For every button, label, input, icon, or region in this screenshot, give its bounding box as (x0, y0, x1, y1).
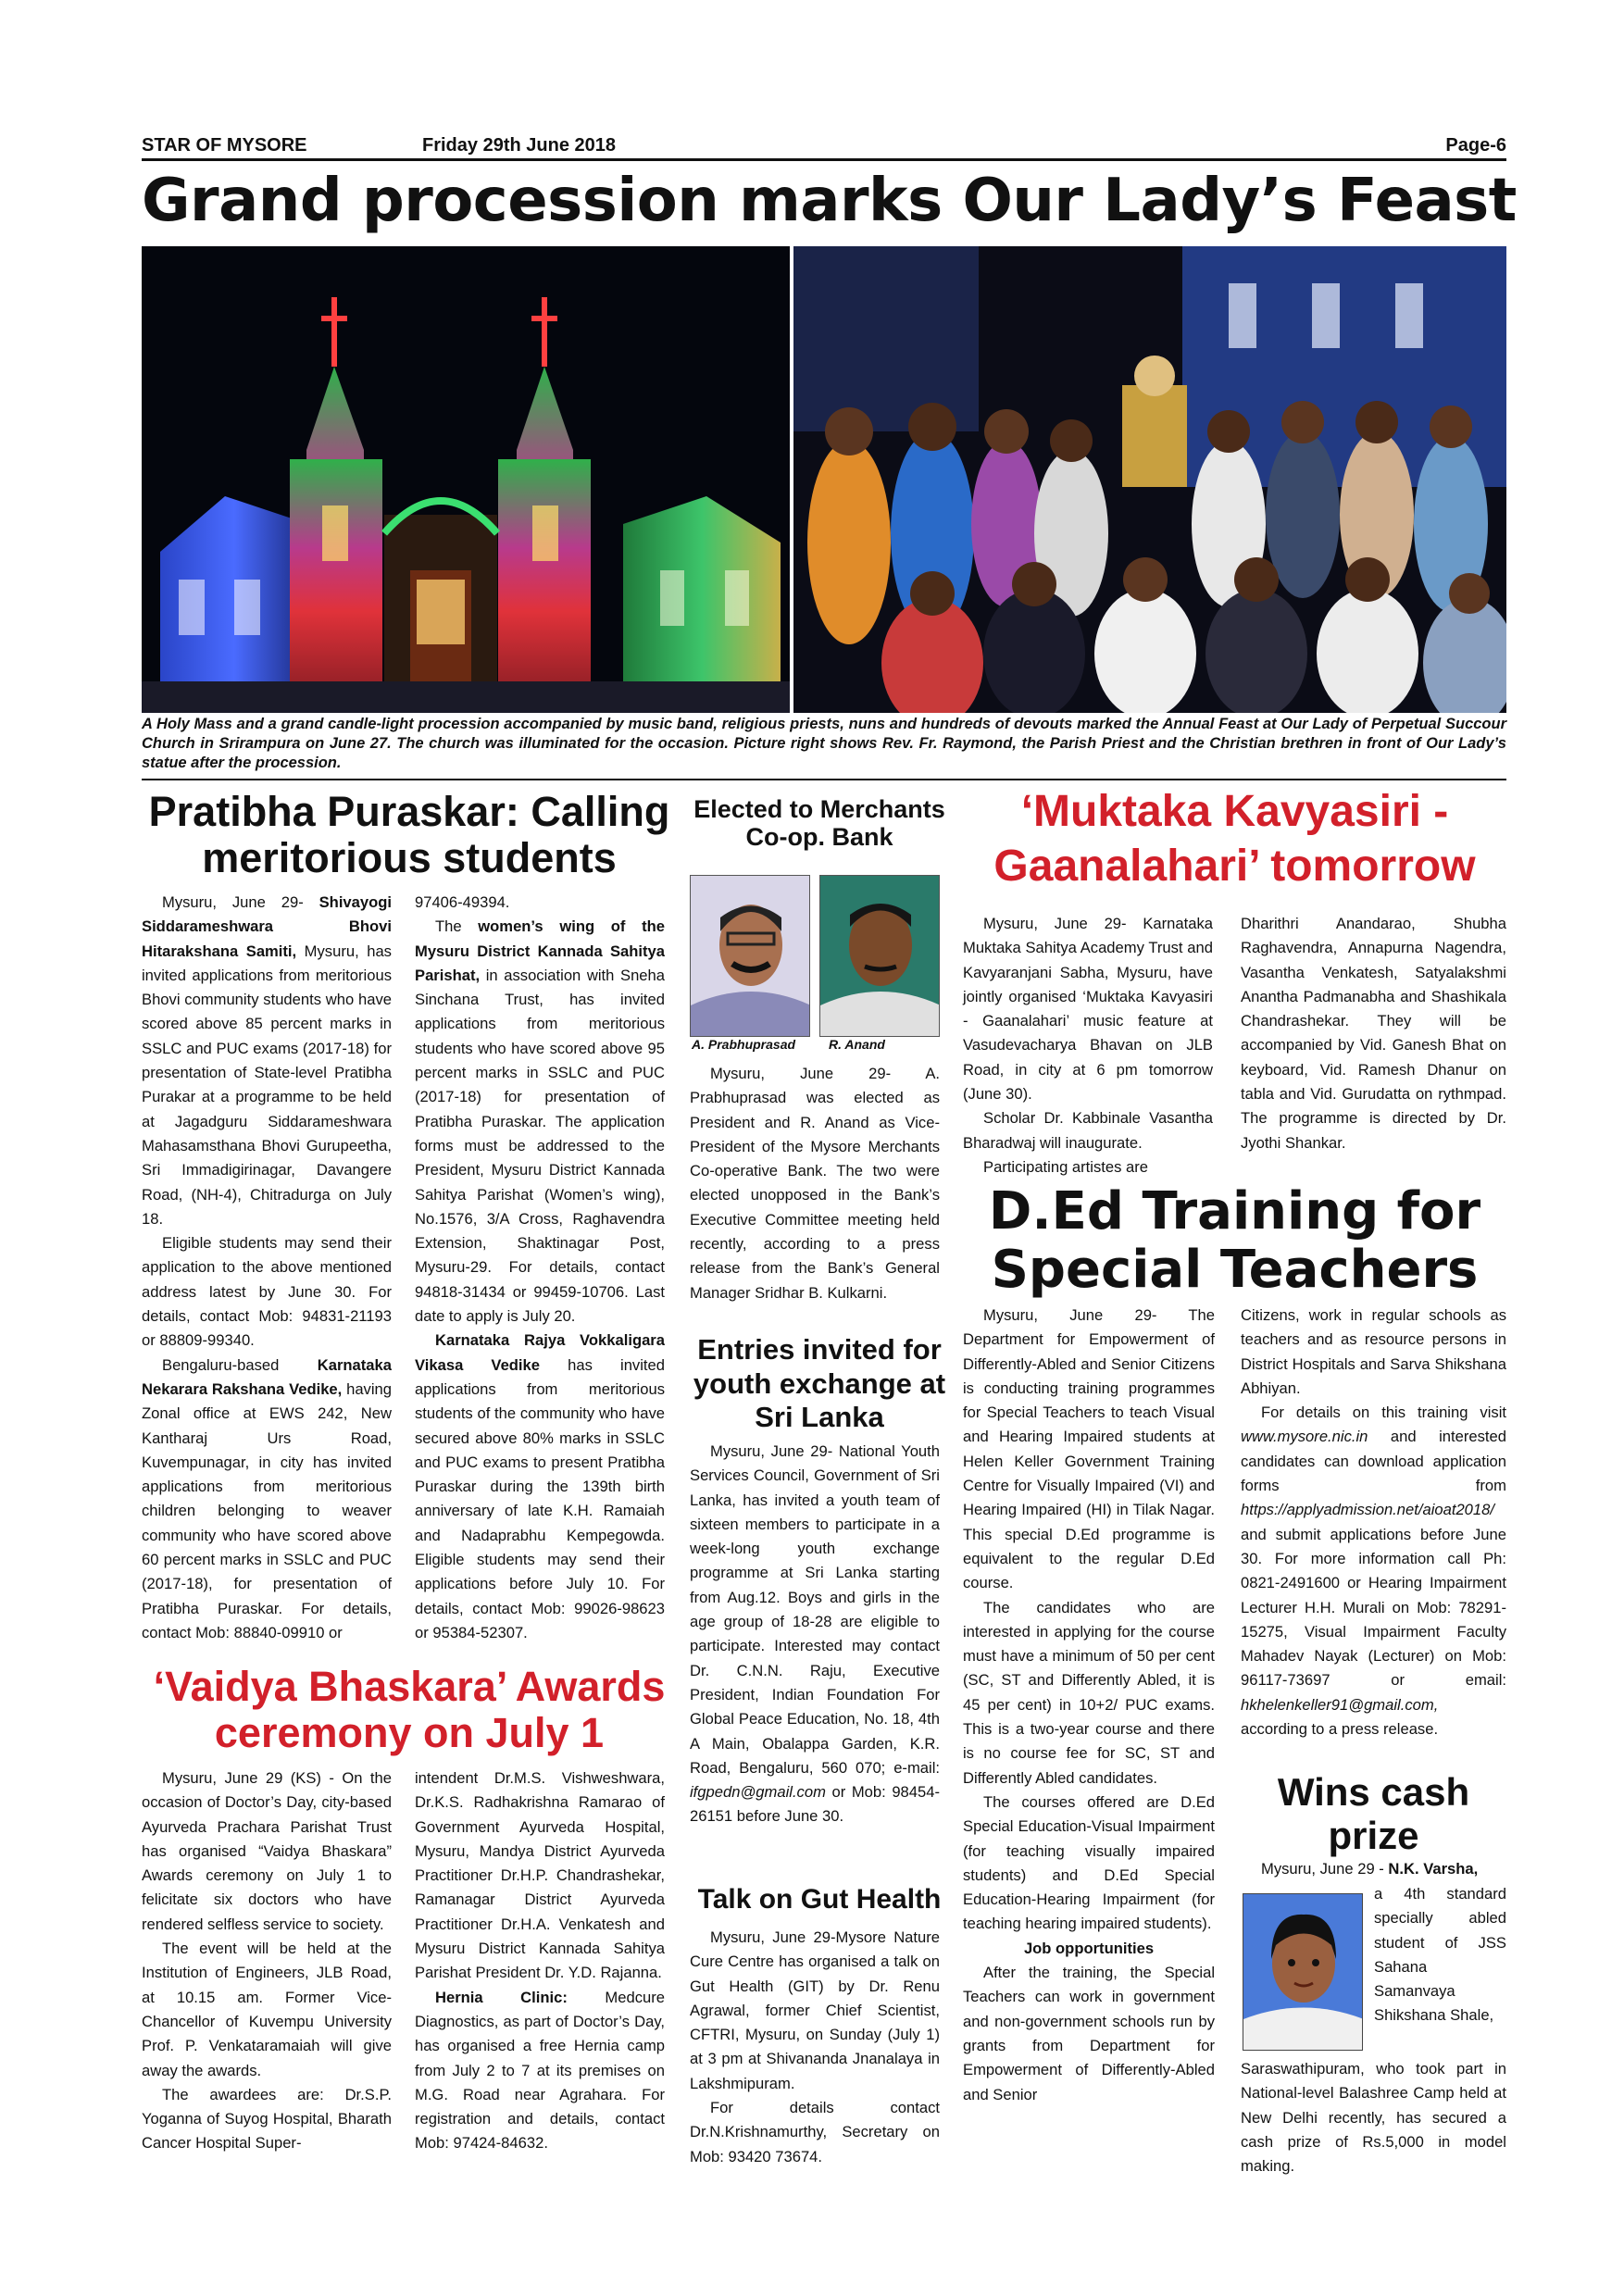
ded-para: Mysuru, June 29- The Department for Empowerment of Differently-Abled and Senior Citizens is conducting training programmes for Special Teachers to teach Visual and Hearing Impaired students at Helen Keller Government Training Centre for Visually Impaired (VI) and Hearing Impaired (HI) in Tilak Nagar. This special D.Ed programme is equivalent to the regular D.Ed course. (963, 1306, 1215, 1592)
cash-column (1241, 2057, 1506, 2178)
ded-para: Citizens, work in regular schools as teachers and as resource persons in District Hospitals and Sarva Shikshana Abhiyan. (1241, 1306, 1506, 1397)
youth-headline: Entries invited for youth exchange at Sri Lanka (693, 1333, 946, 1434)
muktaka-para: Scholar Dr. Kabbinale Vasantha Bharadwaj will inaugurate. (963, 1109, 1213, 1152)
vaidya-para: intendent Dr.M.S. Vishweshwara, Dr.K.S. Radhakrishna Ramarao of Government Ayurveda Hospital, Mysuru, Mandya District Ayurveda Practitioner Dr.H.P. Chandrashekar, Ramanagar District Ayurveda Practitioner Dr.H.A. Venkatesh and Mysuru District Kannada Sahitya Parishat President Dr. Y.D. Rajanna. (415, 1769, 665, 1982)
vaidya-para: Mysuru, June 29 (KS) - On the occasion of Doctor’s Day, city-based Ayurveda Prachara Parishat Trust has organised “Vaidya Bhaskara” Awards ceremony on July 1 to felicitate six doctors who have rendered selfless service to society. (142, 1769, 392, 1933)
ded-subhead: Job opportunities (1023, 1939, 1155, 1957)
newspaper-name: STAR OF MYSORE (142, 135, 307, 156)
issue-date: Friday 29th June 2018 (422, 135, 616, 156)
varsha-photo (1243, 1893, 1363, 2051)
pratibha-para: Bengaluru-based Karnataka Nekarara Rakshana Vedike, having Zonal office at EWS 242, New Kantharaj Urs Road, Kuvempunagar, in city has invited applications from meritorious children belonging to weaver community who have scored above 60 percent marks in SSLC and PUC (2017-18), for presentation of Pratibha Puraskar. For details, contact Mob: 88840-09910 or (142, 1355, 392, 1641)
muktaka-para: Mysuru, June 29- Karnataka Muktaka Sahitya Academy Trust and Kavyaranjani Sabha, Mysuru, have jointly organised ‘Muktaka Kavyasiri - Gaanalahari’ music feature at Vasudevacharya Bhavan on JLB Road, in city at 6 pm tomorrow (June 30). (963, 915, 1213, 1104)
ded-link: https://applyadmission.net/aioat2018/ (1241, 1501, 1494, 1519)
photo-caption-prabhuprasad: A. Prabhuprasad (692, 1037, 796, 1052)
ded-link: www.mysore.nic.in (1241, 1428, 1368, 1446)
merchants-headline: Elected to Merchants Co-op. Bank (693, 795, 945, 851)
ded-para: After the training, the Special Teachers can work in government and non-government schools run by grants from Department for Empowerment of Differently-Abled and Senior (963, 1964, 1215, 2103)
vaidya-para: Hernia Clinic: Medcure Diagnostics, as part of Doctor’s Day, has organised a free Hernia camp from July 2 to 7 at its premises on M.G. Road near Agrahara. For registration and details, contact Mob: 97424-84632. (415, 1988, 665, 2152)
anand-photo (819, 875, 940, 1037)
prabhuprasad-photo (690, 875, 810, 1037)
merchants-column (690, 1062, 940, 1305)
muktaka-para: Dharithri Anandarao, Shubha Raghavendra, Annapurna Nagendra, Vasantha Venkatesh, Satyalakshmi Anantha Padmanabha and Shashikala Chandrashekar. They will be accompanied by Vid. Ganesh Bhat on keyboard, Vid. Ramesh Dhanur on tabla and Vid. Gurudatta on rythmpad. The programme is directed by Dr. Jyothi Shankar. (1241, 915, 1506, 1152)
church-illumination-photo (142, 246, 790, 713)
ded-para: The courses offered are D.Ed Special Education-Visual Impairment (for teaching visually impaired students) and D.Ed Special Education-Hearing Impairment (for teaching hearing impaired students). (963, 1792, 1215, 1933)
muktaka-column-1 (963, 912, 1213, 1179)
ded-para: For details on this training visit www.mysore.nic.in and interested candidates can download application forms from https://applyadmission.net/aioat2018/ and submit applications before June 30. For more information call Ph: 0821-2491600 or Hearing Impairment Lecturer H.H. Murali on Mob: 78291-15275, Visual Impairment Faculty Mahadev Nayak (Lecturer) on Mob: 96117-73697 or email: hkhelenkeller91@gmail.com, according to a press release. (1241, 1404, 1506, 1739)
pratibha-para: The women’s wing of the Mysuru District Kannada Sahitya Parishat, in association with Sneha Sinchana Trust, has invited applications from meritorious students who have scored above 95 percent marks in SSLC and PUC (2017-18) for presentation of Pratibha Puraskar. The application forms must be addressed to the President, Mysuru District Kannada Sahitya Parishat (Women’s wing), No.1576, 3/A Cross, Raghavendra Extension, Shaktinagar Post, Mysuru-29. For details, contact 94818-31434 or 99459-10706. Last date to apply is July 20. (415, 917, 665, 1326)
gut-headline: Talk on Gut Health (697, 1884, 942, 1915)
parish-group-photo (793, 246, 1506, 713)
gut-para: Mysuru, June 29-Mysore Nature Cure Centre has organised a talk on Gut Health (GIT) by Dr. Renu Agrawal, former Chief Scientist, CFTRI, Mysuru, on Sunday (July 1) at 3 pm at Shivananda Jnanalaya in Lakshmipuram. (690, 1928, 940, 2092)
photo-caption: A Holy Mass and a grand candle-light procession accompanied by music band, religious priests, nuns and hundreds of devouts marked the Annual Feast at Our Lady of Perpetual Succour Church in Srirampura on June 27. The church was illuminated for the occasion. Picture right shows Rev. Fr. Raymond, the Parish Priest and the Christian brethren in front of Our Lady’s statue after the procession. (142, 715, 1506, 780)
muktaka-column-2 (1241, 912, 1506, 1155)
pratibha-column-1 (142, 891, 392, 1645)
cash-headline: Wins cash prize (1277, 1770, 1470, 1858)
page-number: Page-6 (1445, 135, 1506, 156)
cash-lead-line: Mysuru, June 29 - N.K. Varsha, (1261, 1860, 1479, 1878)
gut-para: For details contact Dr.N.Krishnamurthy, Secretary on Mob: 93420 73674. (690, 2099, 940, 2165)
pratibha-para: Eligible students may send their application to the above mentioned address latest by June 30. For details, contact Mob: 94831-21193 or 88809-99340. (142, 1234, 392, 1350)
youth-para: Mysuru, June 29- National Youth Services Council, Government of Sri Lanka, has invited a youth team of sixteen members to participate in a week-long youth exchange programme at Sri Lanka starting from Aug.12. Boys and girls in the age group of 18-28 are eligible to participate. Interested may contact Dr. C.N.N. Raju, Executive President, Indian Foundation For Global Peace Education, No. 18, 4th A Main, Obalappa Garden, K.R. Road, Bengaluru, 560 070; e-mail: ifgpedn@gmail.com or Mob: 98454-26151 before June 30. (690, 1442, 940, 1826)
vaidya-para: The event will be held at the Institution of Engineers, JLB Road, at 10.15 am. Former Vice-Chancellor of Kuvempu University Prof. P. Venkataramaiah will give away the awards. (142, 1940, 392, 2079)
ded-email: hkhelenkeller91@gmail.com, (1241, 1695, 1439, 1714)
cash-para: Saraswathipuram, who took part in National-level Balashree Camp held at New Delhi recently, has secured a cash prize of Rs.5,000 in model making. (1241, 2060, 1506, 2176)
vaidya-column-1 (142, 1766, 392, 2156)
ded-column-2 (1241, 1304, 1506, 1741)
main-headline: Grand procession marks Our Lady’s Feast (142, 167, 1517, 235)
merchants-para: Mysuru, June 29- A. Prabhuprasad was elected as President and R. Anand as Vice-President of the Mysore Merchants Co-operative Bank. The two were elected unopposed in the Bank’s Executive Committee meeting held recently, according to a press release from the Bank’s General Manager Sridhar B. Kulkarni. (690, 1065, 940, 1302)
vaidya-column-2 (415, 1766, 665, 2156)
pratibha-para: Mysuru, June 29- Shivayogi Siddarameshwara Bhovi Hitarakshana Samiti, Mysuru, has invited applications from meritorious Bhovi community students who have scored above 85 percent marks in SSLC and PUC exams (2017-18) for presentation of State-level Pratibha Purakar at a programme to be held at Jagadguru Siddarameshwara Mahasamsthana Bhovi Gurupeetha, Sri Immadigirinagar, Davangere Road, (NH-4), Chitradurga on July 18. (142, 893, 392, 1228)
pratibha-para: 97406-49394. (415, 893, 510, 911)
photo-caption-anand: R. Anand (829, 1037, 885, 1052)
gut-column (690, 1926, 940, 2169)
vaidya-para: The awardees are: Dr.S.P. Yoganna of Suyog Hospital, Bharath Cancer Hospital Super- (142, 2085, 392, 2152)
ded-headline: D.Ed Training for Special Teachers (988, 1181, 1481, 1300)
pratibha-para: Karnataka Rajya Vokkaligara Vikasa Vedike has invited applications from meritorious students of the community who have secured above 80% marks in SSLC and PUC exams to present Pratibha Puraskar during the 139th birth anniversary of late K.H. Ramaiah and Nadaprabhu Kempegowda. Eligible students may send their applications before July 10. For details, contact Mob: 99026-98623 or 95384-52307. (415, 1331, 665, 1641)
pratibha-column-2 (415, 891, 665, 1645)
ded-para: The candidates who are interested in applying for the course must have a minimum of 50 per cent (SC, ST and Differently Abled, it is 45 per cent) in 10+2/ PUC exams. This is a two-year course and there is no course fee for SC, ST and Differently Abled candidates. (963, 1598, 1215, 1787)
cash-beside-photo: a 4th standard specially abled student of JSS Sahana Samanvaya Shikshana Shale, (1374, 1885, 1506, 2025)
youth-column (690, 1440, 940, 1829)
muktaka-para: Participating artistes are (983, 1157, 1149, 1176)
ded-column-1 (963, 1304, 1215, 2107)
pratibha-headline: Pratibha Puraskar: Calling meritorious students (148, 788, 670, 881)
merchants-photos (690, 875, 949, 1052)
masthead (142, 133, 1506, 161)
vaidya-headline: ‘Vaidya Bhaskara’ Awards ceremony on July 1 (153, 1663, 666, 1756)
muktaka-headline: ‘Muktaka Kavyasiri - Gaanalahari’ tomorrow (993, 787, 1476, 891)
